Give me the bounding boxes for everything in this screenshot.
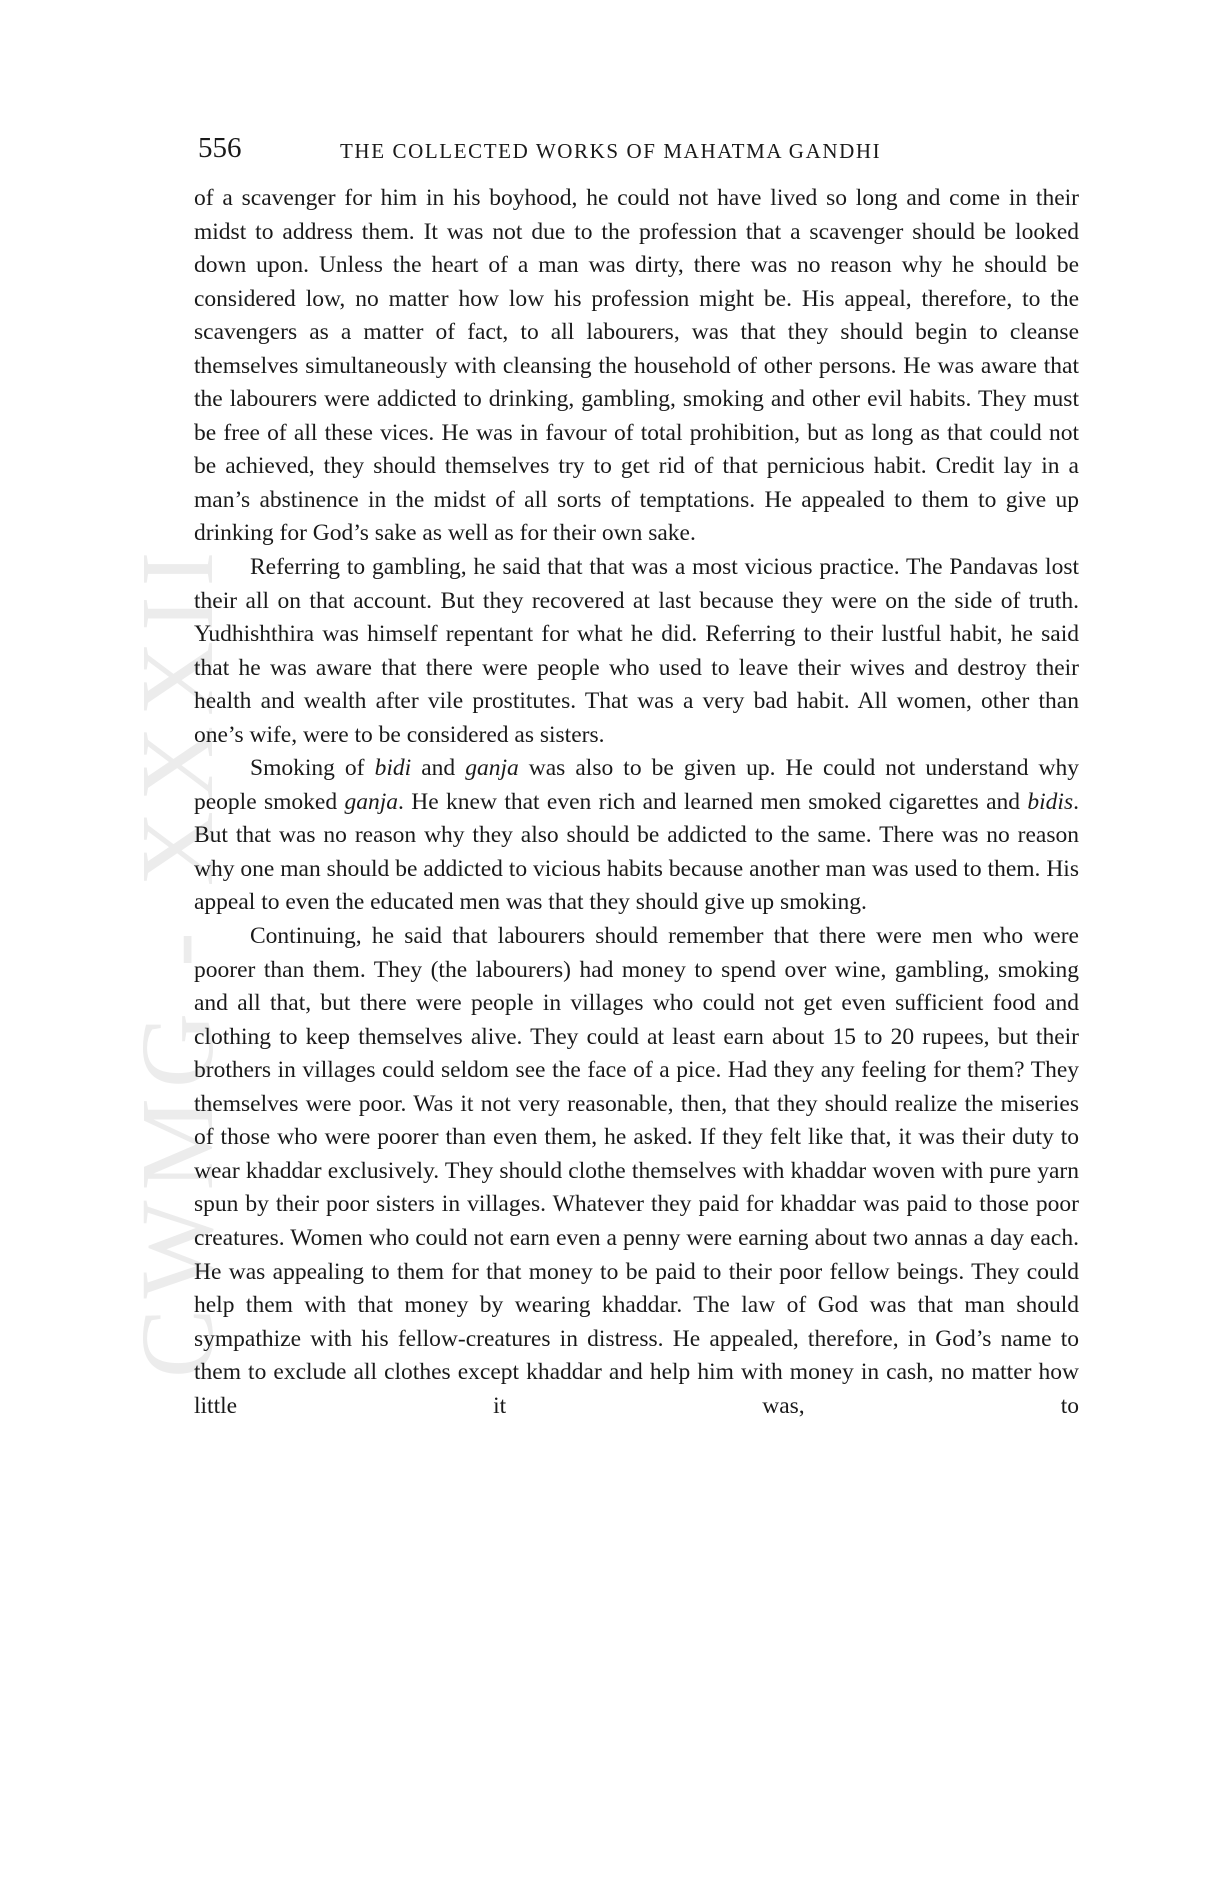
running-title: THE COLLECTED WORKS OF MAHATMA GANDHI xyxy=(340,139,882,163)
paragraph-2: Referring to gambling, he said that that was a most vicious practice. The Pandavas lost their all on that account. But they recovered at last because they were on the side of truth. Yudhishthira was himself repentant for what he did. Referring to their lustful habit, he said that he was aware that there were people who used to leave their wives and destroy their health and wealth after vile prostitutes. That was a very bad habit. All women, other than one’s wife, were to be considered as sisters. xyxy=(194,554,1079,748)
paragraph-4: Continuing, he said that labourers should remember that there were men who were poorer than them. They (the labourers) had money to spend over wine, gambling, smoking and all that, but there were people in villages who could not get even sufficient food and clothing to keep themselves alive. They could at least earn about 15 to 20 rupees, but their brothers in villages could seldom see the face of a pice. Had they any feeling for them? They themselves were poor. Was it not very reasonable, then, that they should realize the miseries of those who were poorer than even them, he asked. If they felt like that, it was their duty to wear khaddar exclusively. They should clothe themselves with khaddar woven with pure yarn spun by their poor sisters in villages. Whatever they paid for khaddar was paid to those poor creatures. Women who could not earn even a penny were earning about two annas a day each. He was appealing to them for that money to be paid to their poor fellow beings. They could help them with that money by wearing khaddar. The law of God was that man should sympathize with his fellow-creatures in distress. He appealed, therefore, in God’s name to them to exclude all clothes except khaddar and help him with money in cash, no matter how little it was, to xyxy=(194,923,1079,1419)
term-ganja: ganja xyxy=(465,755,519,782)
paragraph-3-text-a: Smoking of xyxy=(250,755,375,782)
paragraph-3 xyxy=(194,752,1079,920)
paragraph-3-text-i: . But that was no reason why they also should be addicted to the same. There was no reason why one man should be addicted to vicious habits because another man was used to them. His appeal to even the educated men was that they should give up smoking. xyxy=(194,788,1079,916)
term-bidis: bidis xyxy=(1027,788,1074,815)
paragraph-3-text-g: . He knew that even rich and learned men smoked cigarettes and xyxy=(398,788,1028,815)
watermark: CWMG - XXXII xyxy=(120,541,235,1379)
paragraph-1: of a scavenger for him in his boyhood, he could not have lived so long and come in their midst to address them. It was not due to the profession that a scavenger should be looked down upon. Unless the heart of a man was dirty, there was no reason why he should be considered low, no matter how low his profession might be. His appeal, therefore, to the scavengers as a matter of fact, to all labourers, was that they should begin to cleanse themselves simultaneously with cleansing the household of other persons. He was aware that the labourers were addicted to drinking, gambling, smoking and other evil habits. They must be free of all these vices. He was in favour of total prohibition, but as long as that could not be achieved, they should themselves try to get rid of that pernicious habit. Credit lay in a man’s abstinence in the midst of all sorts of temptations. He appealed to them to give up drinking for God’s sake as well as for their own sake. xyxy=(194,185,1079,547)
paragraph-3-text-e: was also to be given up. He could not understand why people smoked xyxy=(194,755,1079,815)
page-header xyxy=(198,128,1078,168)
term-bidi: bidi xyxy=(374,755,412,782)
paragraph-3-text-c: and xyxy=(411,755,466,782)
page-number: 556 xyxy=(198,132,242,164)
body-text xyxy=(194,182,1079,1423)
term-ganja-2: ganja xyxy=(344,788,399,815)
